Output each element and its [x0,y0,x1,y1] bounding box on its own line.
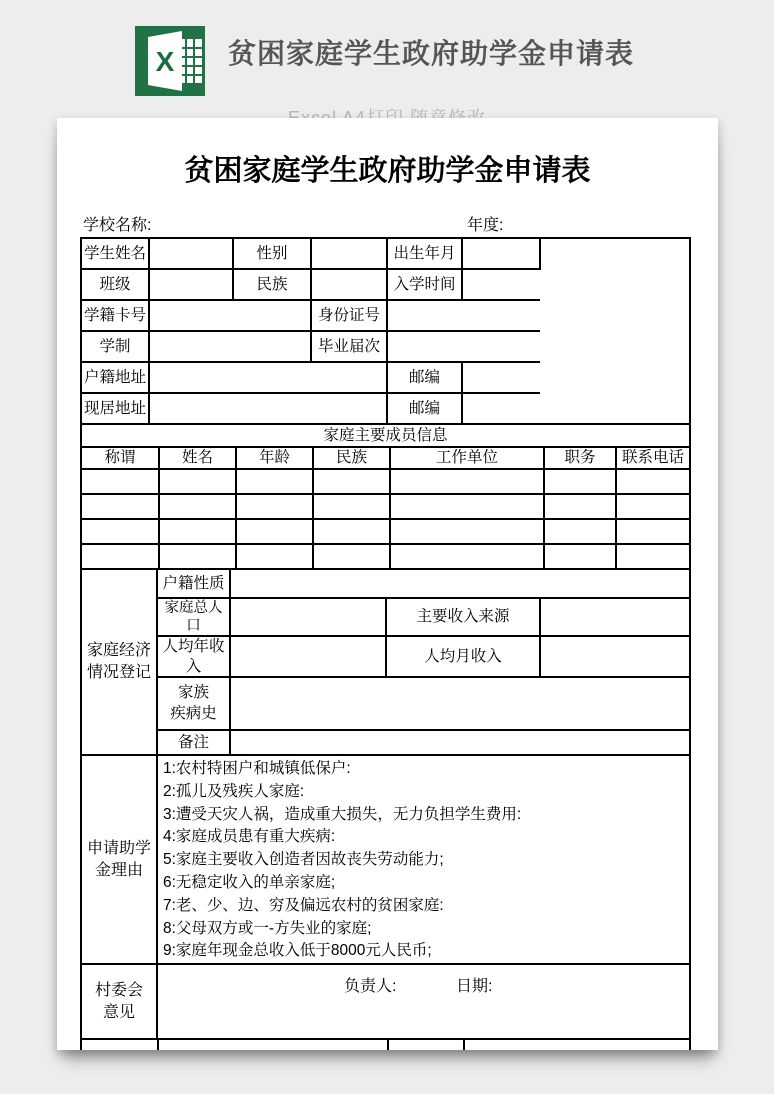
excel-icon [135,26,205,96]
remark-label: 备注 [157,730,230,755]
graduation-cell [387,331,540,362]
registered-address-label: 户籍地址 [82,362,149,393]
reason-section-label: 申请助学 金理由 [82,756,157,964]
member-cell [616,519,689,544]
student-name-cell [149,239,233,269]
reason-item: 3:遭受天灾人祸，造成重大损失，无力负担学生费用: [163,805,522,823]
reason-table [82,756,689,965]
member-cell [544,519,616,544]
ethnicity-cell [311,269,387,300]
member-header-age: 年龄 [236,447,313,469]
annual-income-label: 人均年收入 [157,636,230,677]
member-cell [82,494,159,519]
member-cell [159,494,236,519]
member-cell [390,469,544,494]
member-cell [236,519,313,544]
member-cell [82,469,159,494]
responsible-label: 负责人: [344,977,397,995]
reason-item: 5:家庭主要收入创造者因故丧失劳动能力; [163,851,444,869]
member-cell [313,544,390,569]
reason-item: 7:老、少、边、穷及偏远农村的贫困家庭: [163,896,444,914]
current-address-cell [149,393,387,424]
member-cell [159,469,236,494]
member-cell [544,469,616,494]
member-cell [544,544,616,569]
reason-item: 8:父母双方或一-方失业的家庭; [163,919,372,937]
member-cell [390,544,544,569]
member-header-ethnicity: 民族 [313,447,390,469]
reason-item: 2:孤儿及残疾人家庭: [163,782,305,800]
school-system-cell [149,331,311,362]
school-system-label: 学制 [82,331,149,362]
family-size-label: 家庭总人口 [157,598,230,636]
postcode2-label: 邮编 [387,393,462,424]
household-type-label: 户籍性质 [157,570,230,598]
member-cell [616,544,689,569]
remark-cell [230,730,689,755]
date-label: 日期: [456,977,493,995]
reason-item: 9:家庭年现金总收入低于8000元人民币; [163,942,432,960]
birth-date-cell [462,239,540,269]
student-card-cell [149,300,311,331]
member-cell [313,494,390,519]
reason-item: 1:农村特困户和城镇低保户: [163,760,351,777]
document-page [57,118,718,1050]
member-cell [82,544,159,569]
form-title: 贫困家庭学生政府助学金申请表 [184,155,591,187]
postcode1-cell [462,362,540,393]
member-cell [544,494,616,519]
member-cell [159,544,236,569]
income-source-cell [540,598,689,636]
application-form-table [80,237,691,1050]
student-info-table [82,239,689,425]
cutoff-table-row [82,1040,689,1050]
village-opinion-cell [157,965,689,1039]
photo-cell [540,239,689,424]
monthly-income-cell [540,636,689,677]
monthly-income-label: 人均月收入 [386,636,540,677]
member-header-position: 职务 [544,447,616,469]
class-cell [149,269,233,300]
page-title: 贫困家庭学生政府助学金申请表 [228,38,635,69]
economic-section-label: 家庭经济 情况登记 [82,570,157,755]
family-members-table [82,425,689,570]
member-cell [236,469,313,494]
registered-address-cell [149,362,387,393]
postcode2-cell [462,393,540,424]
member-cell [313,469,390,494]
gender-cell [311,239,387,269]
reason-list [157,756,689,964]
family-section-title: 家庭主要成员信息 [82,425,689,447]
school-name-label: 学校名称: [83,217,152,234]
member-header-title: 称谓 [82,447,159,469]
enroll-time-label: 入学时间 [387,269,462,300]
year-label: 年度: [467,217,504,234]
household-type-cell [230,570,689,598]
current-address-label: 现居地址 [82,393,149,424]
id-card-label: 身份证号 [311,300,387,331]
member-cell [236,494,313,519]
class-label: 班级 [82,269,149,300]
annual-income-cell [230,636,386,677]
disease-history-label: 家族 疾病史 [157,677,230,730]
school-year-line [57,212,718,234]
member-cell [616,494,689,519]
family-size-cell [230,598,386,636]
birth-date-label: 出生年月 [387,239,462,269]
gender-label: 性别 [233,239,311,269]
member-cell [236,544,313,569]
svg-text:X: X [155,46,175,77]
member-header-workunit: 工作单位 [390,447,544,469]
village-opinion-label: 村委会 意见 [82,965,157,1039]
student-card-label: 学籍卡号 [82,300,149,331]
member-cell [159,519,236,544]
reason-item: 6:无稳定收入的单亲家庭; [163,873,336,891]
postcode1-label: 邮编 [387,362,462,393]
member-header-name: 姓名 [159,447,236,469]
member-header-phone: 联系电话 [616,447,689,469]
disease-history-cell [230,677,689,730]
reason-item: 4:家庭成员患有重大疾病: [163,828,336,846]
site-header [0,0,774,118]
ethnicity-label: 民族 [233,269,311,300]
village-opinion-table [82,965,689,1040]
member-cell [390,519,544,544]
student-name-label: 学生姓名 [82,239,149,269]
member-cell [616,469,689,494]
member-cell [313,519,390,544]
id-card-cell [387,300,540,331]
economic-table [82,570,689,756]
member-cell [390,494,544,519]
enroll-time-cell [462,269,540,300]
member-cell [82,519,159,544]
graduation-label: 毕业届次 [311,331,387,362]
income-source-label: 主要收入来源 [386,598,540,636]
